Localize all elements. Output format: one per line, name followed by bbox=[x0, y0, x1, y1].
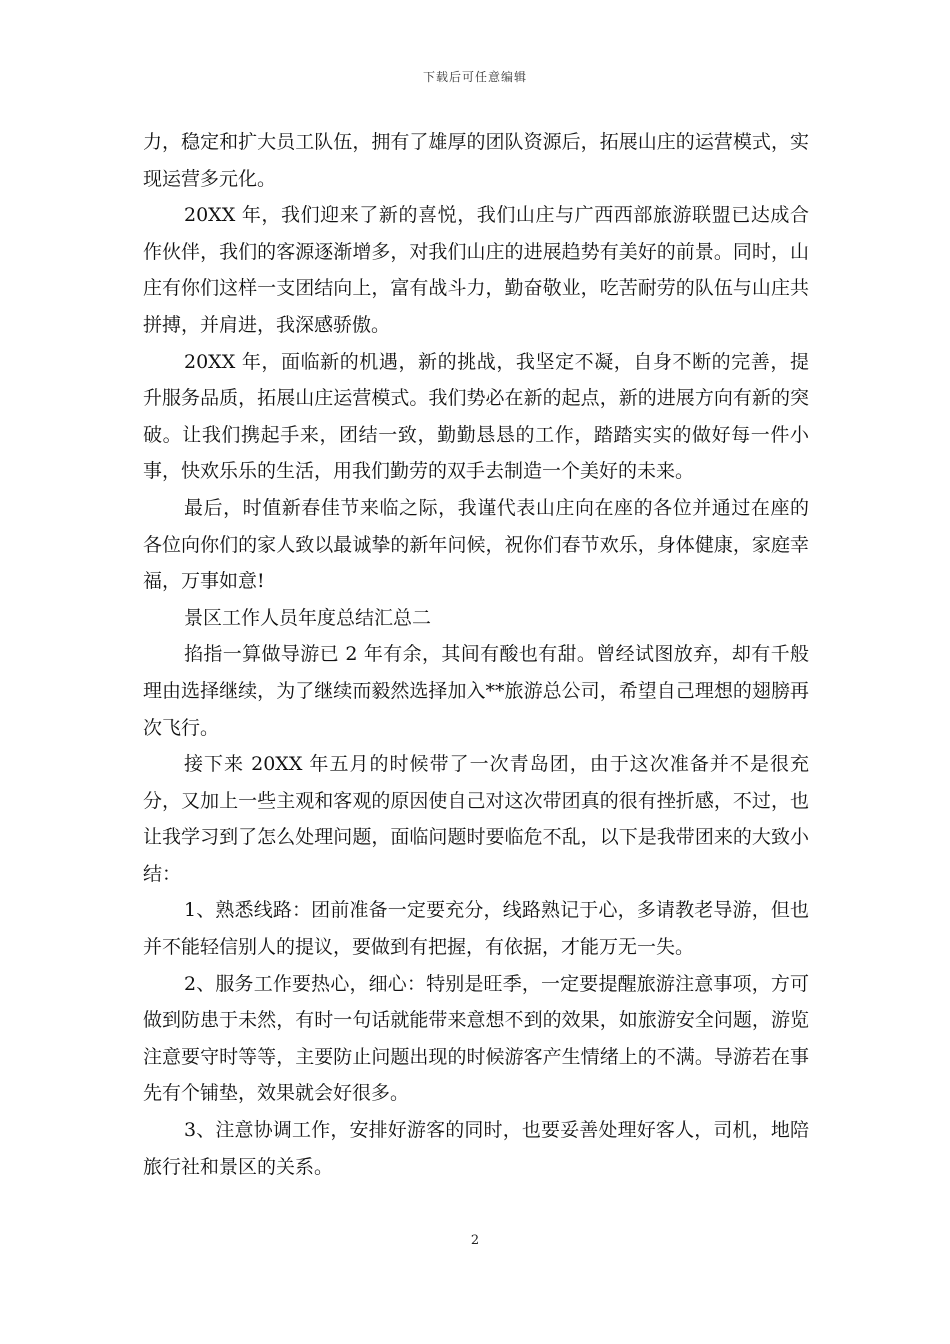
page-header: 下载后可任意编辑 bbox=[422, 70, 527, 84]
section-heading: 景区工作人员年度总结汇总二 bbox=[184, 606, 432, 629]
paragraph-6: 接下来 20XX 年五月的时候带了一次青岛团，由于这次准备并不是很充分，又加上一些主观和客观的原因使自己对这次带团真的很有挫折感，不过，也让我学习到了怎么处理问题，面临问题时要临危不乱，以下是我带团来的大致小结： bbox=[143, 753, 809, 885]
list-item-3: 3、注意协调工作，安排好游客的同时，也要妥善处理好客人，司机，地陪旅行社和景区的关系。 bbox=[143, 1119, 809, 1178]
paragraph-5: 掐指一算做导游已 2 年有余，其间有酸也有甜。曾经试图放弃，却有千般理由选择继续，为了继续而毅然选择加入**旅游总公司，希望自己理想的翅膀再次飞行。 bbox=[143, 643, 809, 739]
list-item-1: 1、熟悉线路：团前准备一定要充分，线路熟记于心，多请教老导游，但也并不能轻信别人的提议，要做到有把握，有依据，才能万无一失。 bbox=[143, 899, 809, 959]
page-number: 2 bbox=[470, 1233, 480, 1248]
paragraph-4: 最后，时值新春佳节来临之际，我谨代表山庄向在座的各位并通过在座的各位向你们的家人致以最诚挚的新年问候，祝你们春节欢乐，身体健康，家庭幸福，万事如意! bbox=[143, 496, 809, 593]
paragraph-3: 20XX 年，面临新的机遇，新的挑战，我坚定不凝，自身不断的完善，提升服务品质，拓展山庄运营模式。我们势必在新的起点，新的进展方向有新的突破。让我们携起手来，团结一致，勤勤恳恳的工作，踏踏实实的做好每一件小事，快欢乐乐的生活，用我们勤劳的双手去制造一个美好的未来。 bbox=[143, 350, 809, 483]
paragraph-2: 20XX 年，我们迎来了新的喜悦，我们山庄与广西西部旅游联盟已达成合作伙伴，我们的客源逐渐增多，对我们山庄的进展趋势有美好的前景。同时，山庄有你们这样一支团结向上，富有战斗力，勤奋敬业，吃苦耐劳的队伍与山庄共拼搏，并肩进，我深感骄傲。 bbox=[143, 204, 809, 336]
document-body bbox=[143, 124, 809, 1185]
list-item-2: 2、服务工作要热心，细心：特别是旺季，一定要提醒旅游注意事项，方可做到防患于未然，有时一句话就能带来意想不到的效果，如旅游安全问题，游览注意要守时等等，主要防止问题出现的时候游客产生情绪上的不满。导游若在事先有个铺垫，效果就会好很多。 bbox=[143, 972, 809, 1105]
paragraph-1: 力，稳定和扩大员工队伍，拥有了雄厚的团队资源后，拓展山庄的运营模式，实现运营多元化。 bbox=[143, 131, 809, 190]
